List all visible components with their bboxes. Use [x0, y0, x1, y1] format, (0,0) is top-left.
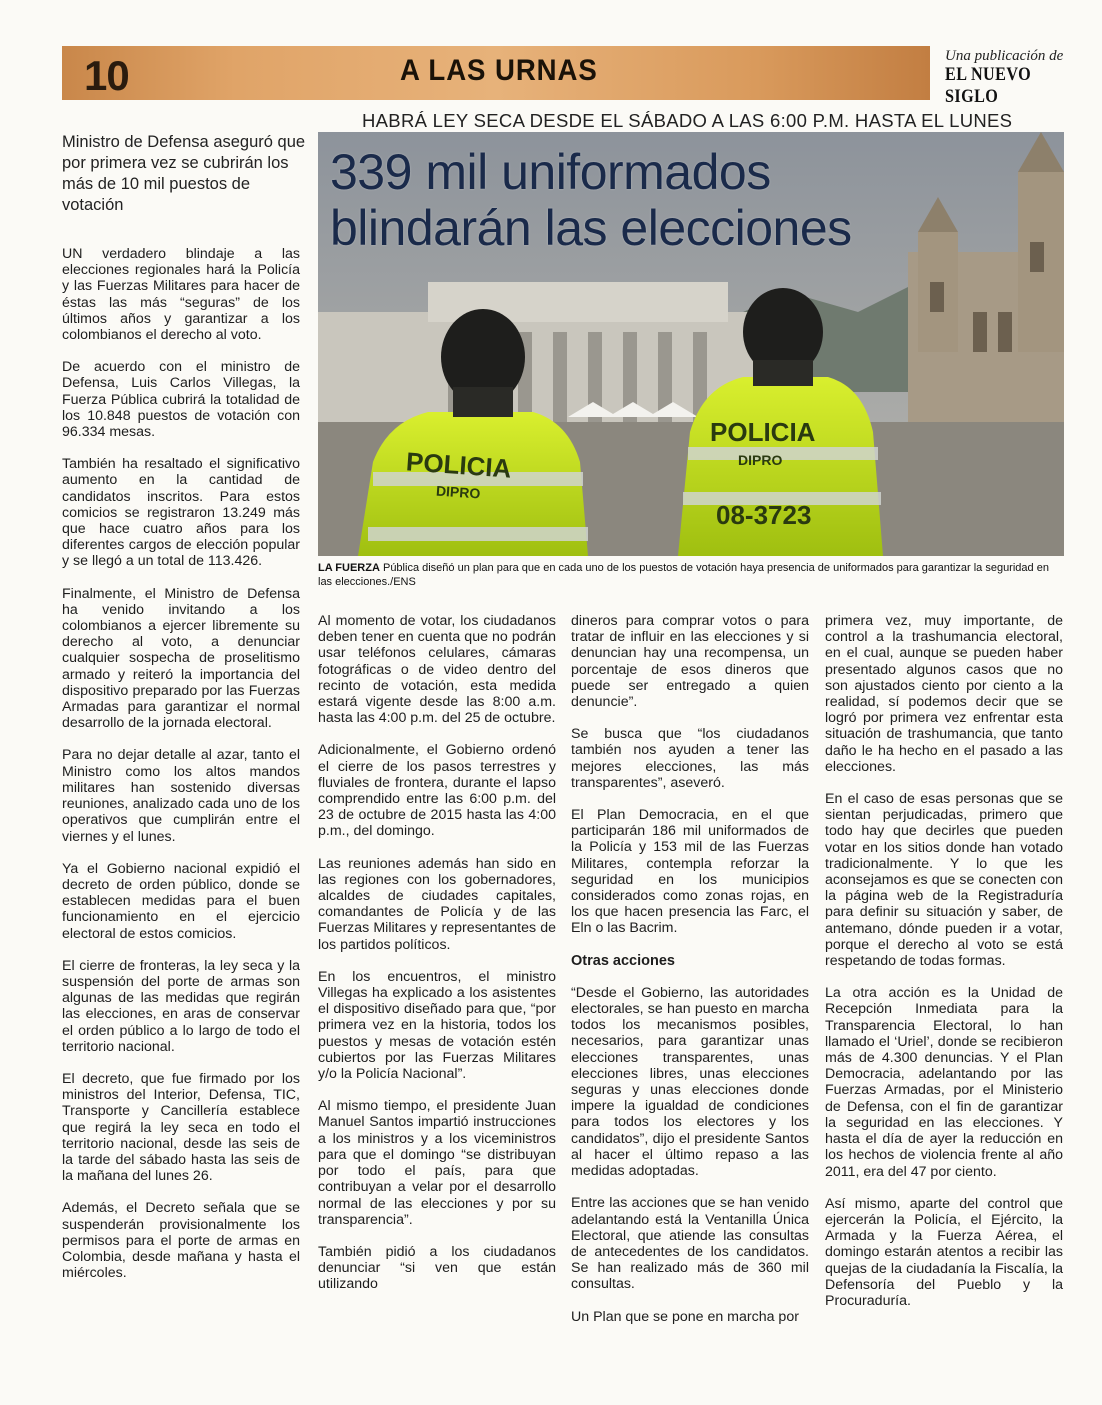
article-column-4: [825, 613, 1063, 1325]
article-photo: [318, 132, 1064, 556]
paragraph: También ha resaltado el significativo aumento en la cantidad de candidatos inscritos. Para estos comicios se registraron 13.249 más que hace cuatro años para los diferentes cargos de elección popular y se llegó a un total de 113.426.: [62, 456, 300, 570]
article-column-1: [62, 246, 300, 1297]
paragraph: En el caso de esas personas que se sientan perjudicadas, primero que todo hay que decirles que pueden votar en los sitios donde han votado tradicionalmente. Y lo que les aconsejamos es que se conecten con la página web de la Registraduría para definir su situación y saber, de antemano, dónde pueden ir a votar, porque el derecho al voto se está respetando de todas formas.: [825, 791, 1063, 970]
paragraph: El cierre de fronteras, la ley seca y la suspensión del porte de armas son algunas de las medidas que regirán las elecciones, en aras de conservar el orden público a lo largo de todo el territorio nacional.: [62, 957, 300, 1055]
paragraph: Además, el Decreto señala que se suspenderán provisionalmente los permisos para el porte de armas en Colombia, desde mañana y hasta el miércoles.: [62, 1200, 300, 1282]
paragraph: dineros para comprar votos o para tratar de influir en las elecciones y si denuncian hay una recompensa, un porcentaje de esos dineros que puede ser entregado a quien denuncie”.: [571, 613, 809, 711]
paragraph: Así mismo, aparte del control que ejercerán la Policía, el Ejército, la Armada y la Fuerza Aérea, el domingo estarán atentos a recibir las quejas de la ciudadanía la Fiscalía, la Defensoría del Pueblo y la Procuraduría.: [825, 1195, 1063, 1309]
vest-left-sub: DIPRO: [435, 482, 481, 502]
paragraph: El decreto, que fue firmado por los ministros del Interior, Defensa, TIC, Transporte y Cancillería establece que regirá la ley seca en todo el territorio nacional, desde las seis de la tarde del sábado hasta las seis de la mañana del lunes 26.: [62, 1070, 300, 1185]
paragraph: De acuerdo con el ministro de Defensa, Luis Carlos Villegas, la Fuerza Pública cubrirá la totalidad de los 10.848 puestos de votación con 96.334 mesas.: [62, 359, 300, 441]
vest-right-sub: DIPRO: [738, 452, 783, 468]
paragraph: UN verdadero blindaje a las elecciones regionales hará la Policía y las Fuerzas Militares para hacer de éstas las más “seguras” de los últimos años y garantizar a los colombianos el derecho al voto.: [62, 246, 300, 344]
paragraph: primera vez, muy importante, de control a la trashumancia electoral, en el cual, aunque se pueden haber presentado algunos casos que no son ajustados ciento por ciento a la realidad, sí podemos decir que se logró por primera vez enfrentar esta situación de trashumancia, que tanto daño le ha hecho en el pasado a las elecciones.: [825, 613, 1063, 775]
publication-logo: EL NUEVO SIGLO: [945, 64, 1032, 107]
paragraph: Para no dejar detalle al azar, tanto el Ministro como los altos mandos militares han sostenido diversas reuniones, analizado cada uno de los operativos que cumplirán entre el viernes y el lunes.: [62, 747, 300, 845]
paragraph: Las reuniones además han sido en las regiones con los gobernadores, alcaldes de ciudades capitales, comandantes de Policía y de las Fuerzas Militares y representantes de los partidos políticos.: [318, 855, 556, 953]
paragraph: La otra acción es la Unidad de Recepción Inmediata para la Transparencia Electoral, lo han llamado el ‘Uriel’, donde se recibieron más de 4.300 denuncias. Y el Plan Democracia, adelantando por las Fuerzas Armadas, por el Ministerio de Defensa, con el fin de garantizar la seguridad en las elecciones. Y hasta el día de ayer la reducción en los hechos de violencia frente al año 2011, era del 47 por ciento.: [825, 985, 1063, 1180]
paragraph: Entre las acciones que se han venido adelantando está la Ventanilla Única Electoral, que atiende las consultas de antecedentes de los candidatos. Se han realizado más de 360 mil consultas.: [571, 1195, 809, 1293]
subheading: Otras acciones: [571, 952, 675, 969]
paragraph: Un Plan que se pone en marcha por: [571, 1308, 799, 1325]
paragraph: Finalmente, el Ministro de Defensa ha venido invitando a los colombianos a ejercer libremente su derecho al voto, a denunciar cualquier sospecha de proselitismo armado y reiteró la importancia del dispositivo preparado por las Fuerzas Armadas para garantizar el normal desarrollo de la jornada electoral.: [62, 585, 300, 732]
paragraph: Al momento de votar, los ciudadanos deben tener en cuenta que no podrán usar teléfonos celulares, cámaras fotográficas o de video dentro del recinto de votación, esta medida estará vigente desde las 8:00 a.m. hasta las 4:00 p.m. del 25 de octubre.: [318, 613, 556, 727]
page-number: 10: [84, 52, 129, 99]
vest-right-label: POLICIA: [710, 417, 816, 447]
paragraph: Al mismo tiempo, el presidente Juan Manuel Santos impartió instrucciones a los ministros y a los viceministros para que el domingo “se distribuyan por todo el país, para que contribuyan a velar por el desarrollo normal de las elecciones y por su transparencia”.: [318, 1098, 556, 1228]
headline-line-1: 339 mil uniformados: [330, 144, 771, 200]
headline-line-2: blindarán las elecciones: [330, 200, 852, 256]
paragraph: Adicionalmente, el Gobierno ordenó el cierre de los pasos terrestres y fluviales de frontera, durante el lapso comprendido entre las 6:00 p.m. del 23 de octubre de 2015 hasta las 4:00 p.m., del domingo.: [318, 742, 556, 840]
photo-caption: [318, 561, 1064, 589]
caption-lead: LA FUERZA: [318, 562, 380, 574]
article-column-3: [571, 613, 809, 1341]
paragraph: En los encuentros, el ministro Villegas ha explicado a los asistentes el dispositivo diseñado para que, “por primera vez en la historia, todos los puestos y mesas de votación estén cubiertos por las Fuerzas Militares y/o la Policía Nacional”.: [318, 968, 556, 1083]
kicker: HABRÁ LEY SECA DESDE EL SÁBADO A LAS 6:00 P.M. HASTA EL LUNES: [362, 110, 1013, 131]
caption-text: Pública diseñó un plan para que en cada uno de los puestos de votación haya presencia de uniformados para garantizar la seguridad en las elecciones./ENS: [318, 562, 1049, 588]
paragraph: “Desde el Gobierno, las autoridades electorales, se han puesto en marcha todos los mecanismos posibles, necesarios, para garantizar unas elecciones transparentes, unas elecciones libres, unas elecciones seguras y unas elecciones donde impere la igualdad de condiciones para todos los electores y los candidatos”, dijo el presidente Santos al hacer el último repaso a las medidas adoptadas.: [571, 984, 809, 1180]
paragraph: Ya el Gobierno nacional expidió el decreto de orden público, donde se establecen medidas para el buen funcionamiento en el ejercicio electoral de estos comicios.: [62, 860, 300, 942]
vest-left-label: POLICIA: [405, 446, 513, 484]
paragraph: El Plan Democracia, en el que participarán 186 mil uniformados de la Policía y 153 mil de las Fuerzas Militares, contempla reforzar la seguridad en los municipios considerados como zonas rojas, en los que hacen presencia las Farc, el Eln o las Bacrim.: [571, 807, 809, 937]
vest-right-number: 08-3723: [716, 500, 812, 530]
article-column-2: [318, 613, 556, 1309]
publication-tagline: Una publicación de: [945, 48, 1064, 64]
section-title: A LAS URNAS: [400, 54, 598, 87]
paragraph: Se busca que “los ciudadanos también nos ayuden a tener las mejores elecciones, las más transparentes”, aseveró.: [571, 726, 809, 791]
paragraph: También pidió a los ciudadanos denunciar “si ven que están utilizando: [318, 1243, 556, 1293]
headline: [330, 144, 852, 256]
deck: Ministro de Defensa aseguró que por primera vez se cubrirán los más de 10 mil puestos de votación: [62, 133, 306, 214]
